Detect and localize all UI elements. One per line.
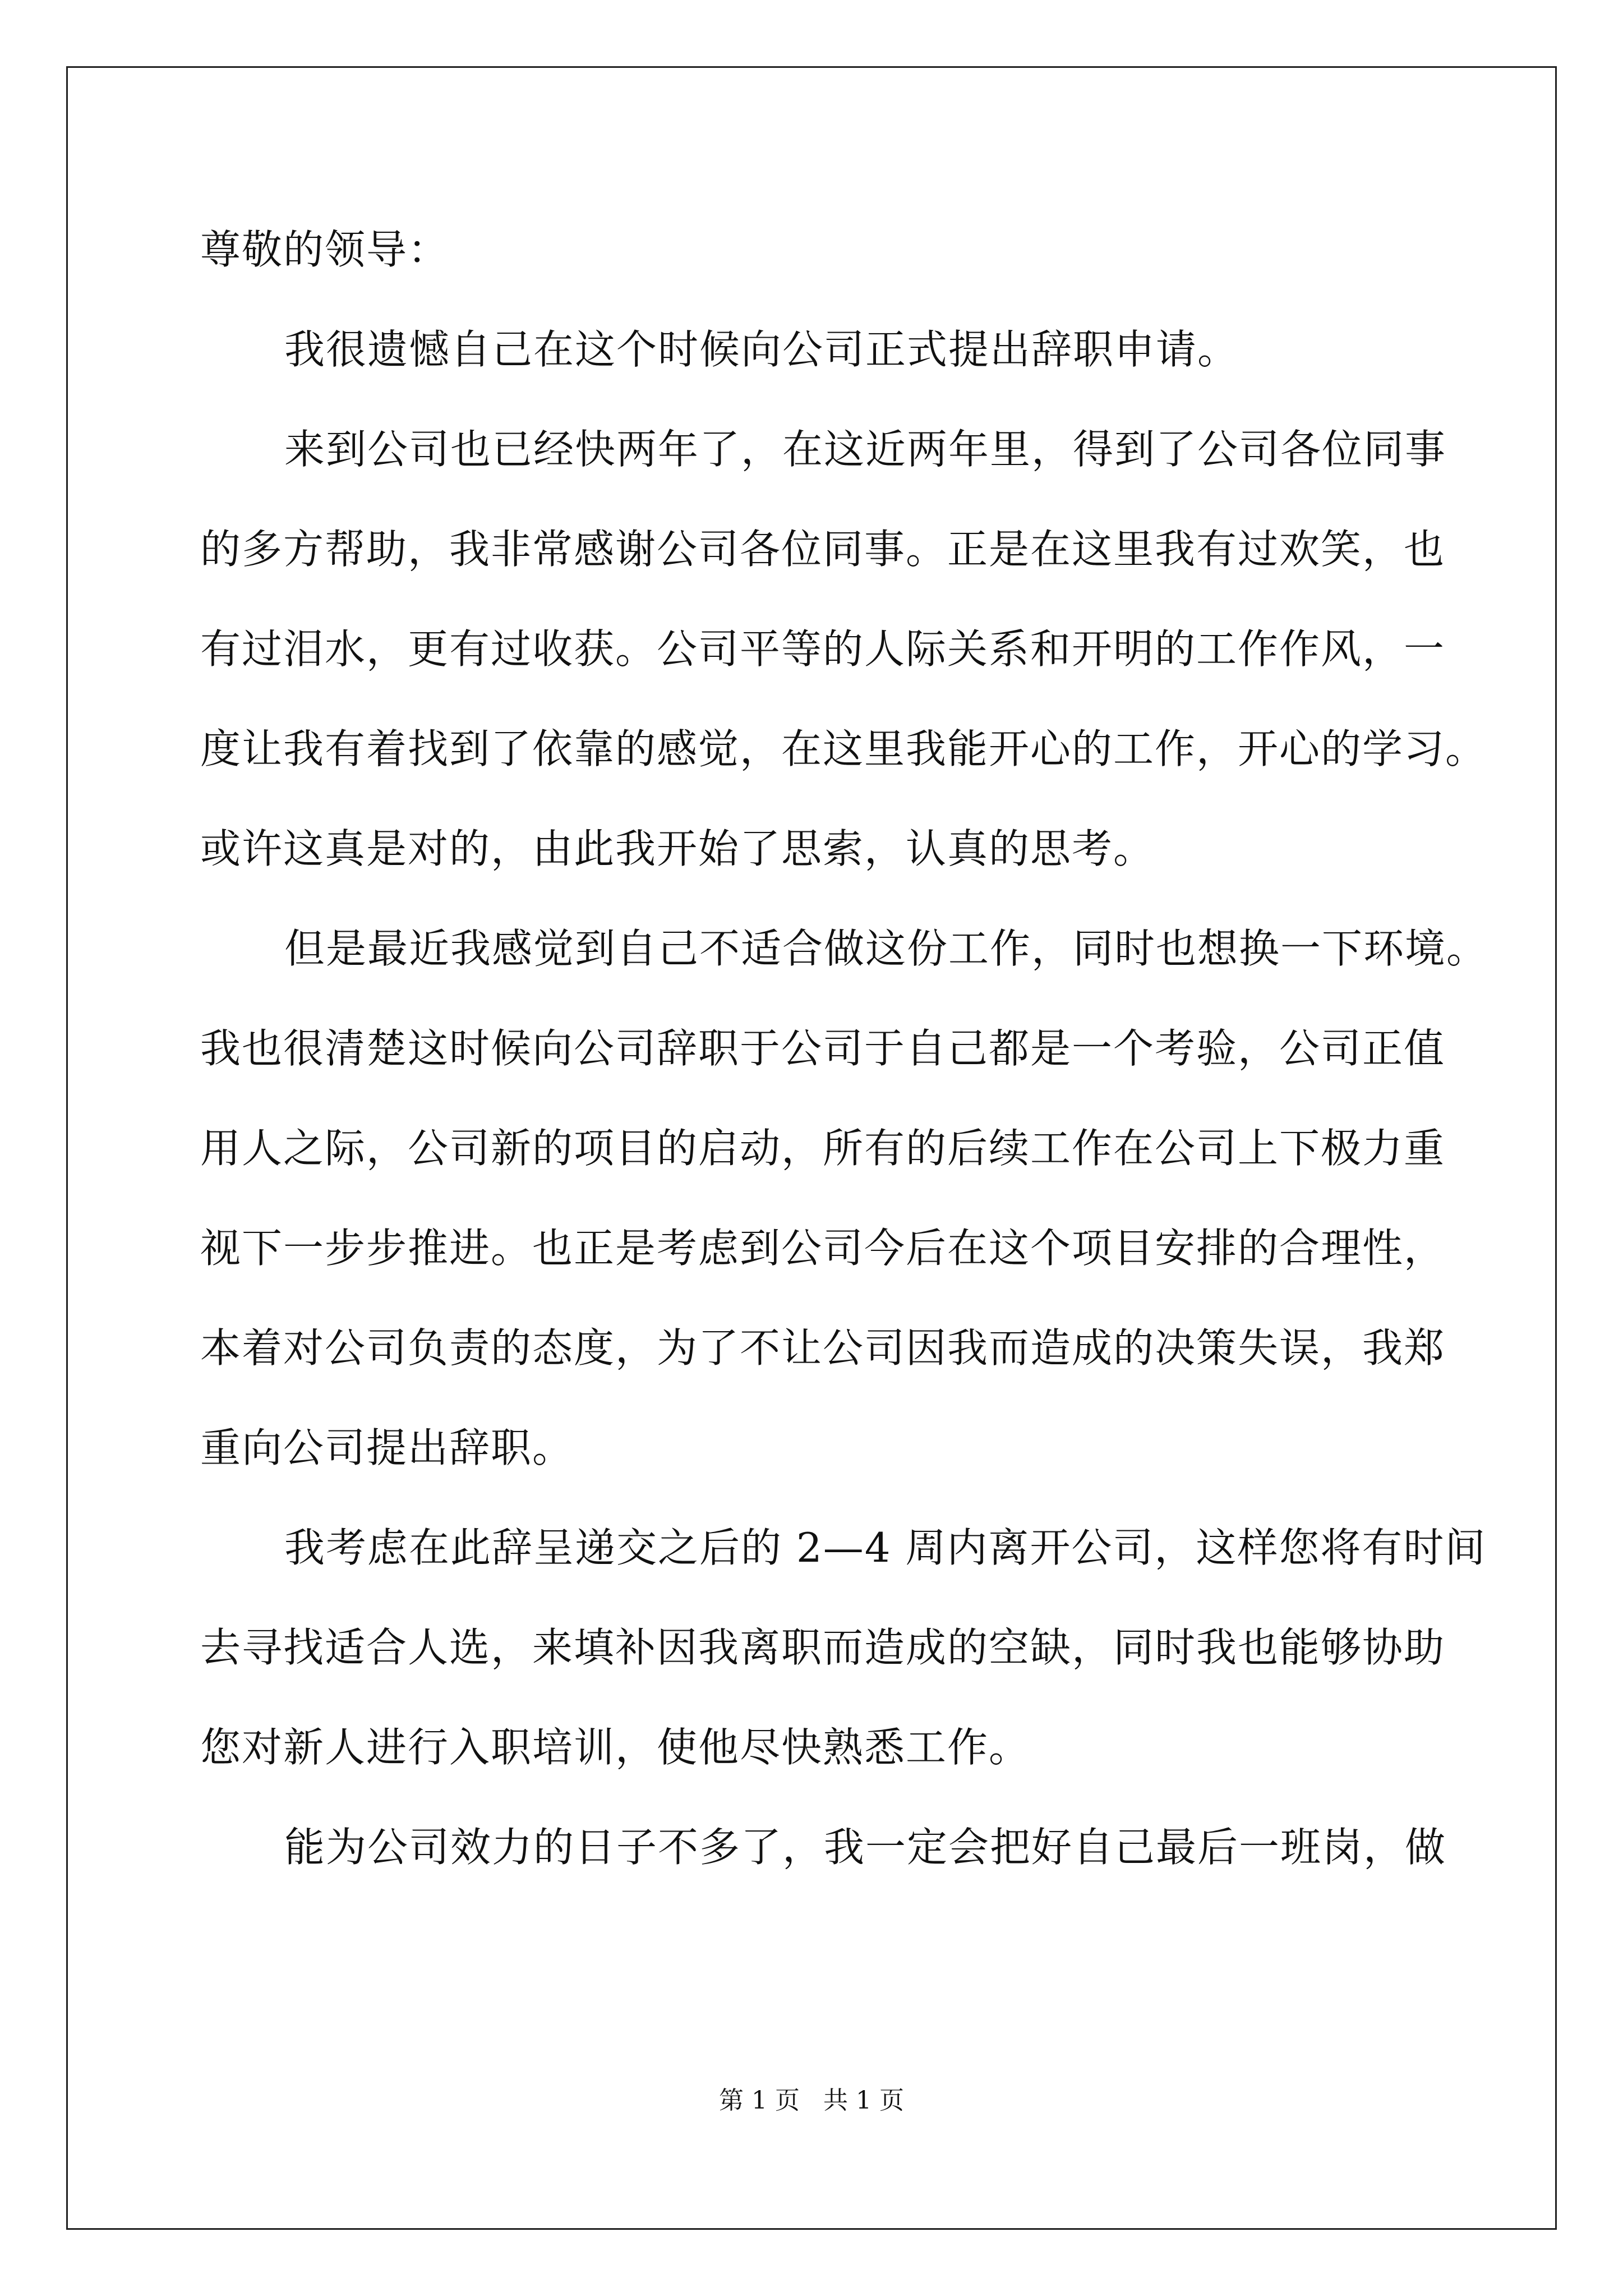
- paragraph-line: 我很遗憾自己在这个时候向公司正式提出辞职申请。: [284, 326, 1239, 373]
- paragraph-line: 或许这真是对的，由此我开始了思索，认真的思考。: [200, 825, 1155, 872]
- salutation: 尊敬的领导：: [200, 226, 450, 273]
- paragraph-line: 能为公司效力的日子不多了，我一定会把好自己最后一班岗，做: [284, 1824, 1447, 1871]
- paragraph-line: 度让我有着找到了依靠的感觉，在这里我能开心的工作，开心的学习。: [200, 725, 1487, 772]
- paragraph-line: 您对新人进行入职培训，使他尽快熟悉工作。: [200, 1724, 1031, 1771]
- paragraph-line: 我考虑在此辞呈递交之后的 2—4 周内离开公司，这样您将有时间: [284, 1524, 1487, 1571]
- page-number-footer: 第 1 页 共 1 页: [719, 2086, 904, 2115]
- paragraph-line: 用人之际，公司新的项目的启动，所有的后续工作在公司上下极力重: [200, 1125, 1446, 1172]
- paragraph-line: 来到公司也已经快两年了，在这近两年里，得到了公司各位同事: [284, 426, 1447, 473]
- paragraph-line: 我也很清楚这时候向公司辞职于公司于自己都是一个考验，公司正值: [200, 1025, 1446, 1072]
- paragraph-line: 重向公司提出辞职。: [200, 1424, 574, 1471]
- paragraph-line: 但是最近我感觉到自己不适合做这份工作，同时也想换一下环境。: [284, 925, 1488, 972]
- paragraph-line: 去寻找适合人选，来填补因我离职而造成的空缺，同时我也能够协助: [200, 1624, 1446, 1671]
- paragraph-line: 的多方帮助，我非常感谢公司各位同事。正是在这里我有过欢笑，也: [200, 526, 1446, 573]
- paragraph-line: 有过泪水，更有过收获。公司平等的人际关系和开明的工作作风，一: [200, 625, 1446, 673]
- paragraph-line: 视下一步步推进。也正是考虑到公司今后在这个项目安排的合理性，: [200, 1225, 1446, 1272]
- paragraph-line: 本着对公司负责的态度，为了不让公司因我而造成的决策失误，我郑: [200, 1324, 1446, 1372]
